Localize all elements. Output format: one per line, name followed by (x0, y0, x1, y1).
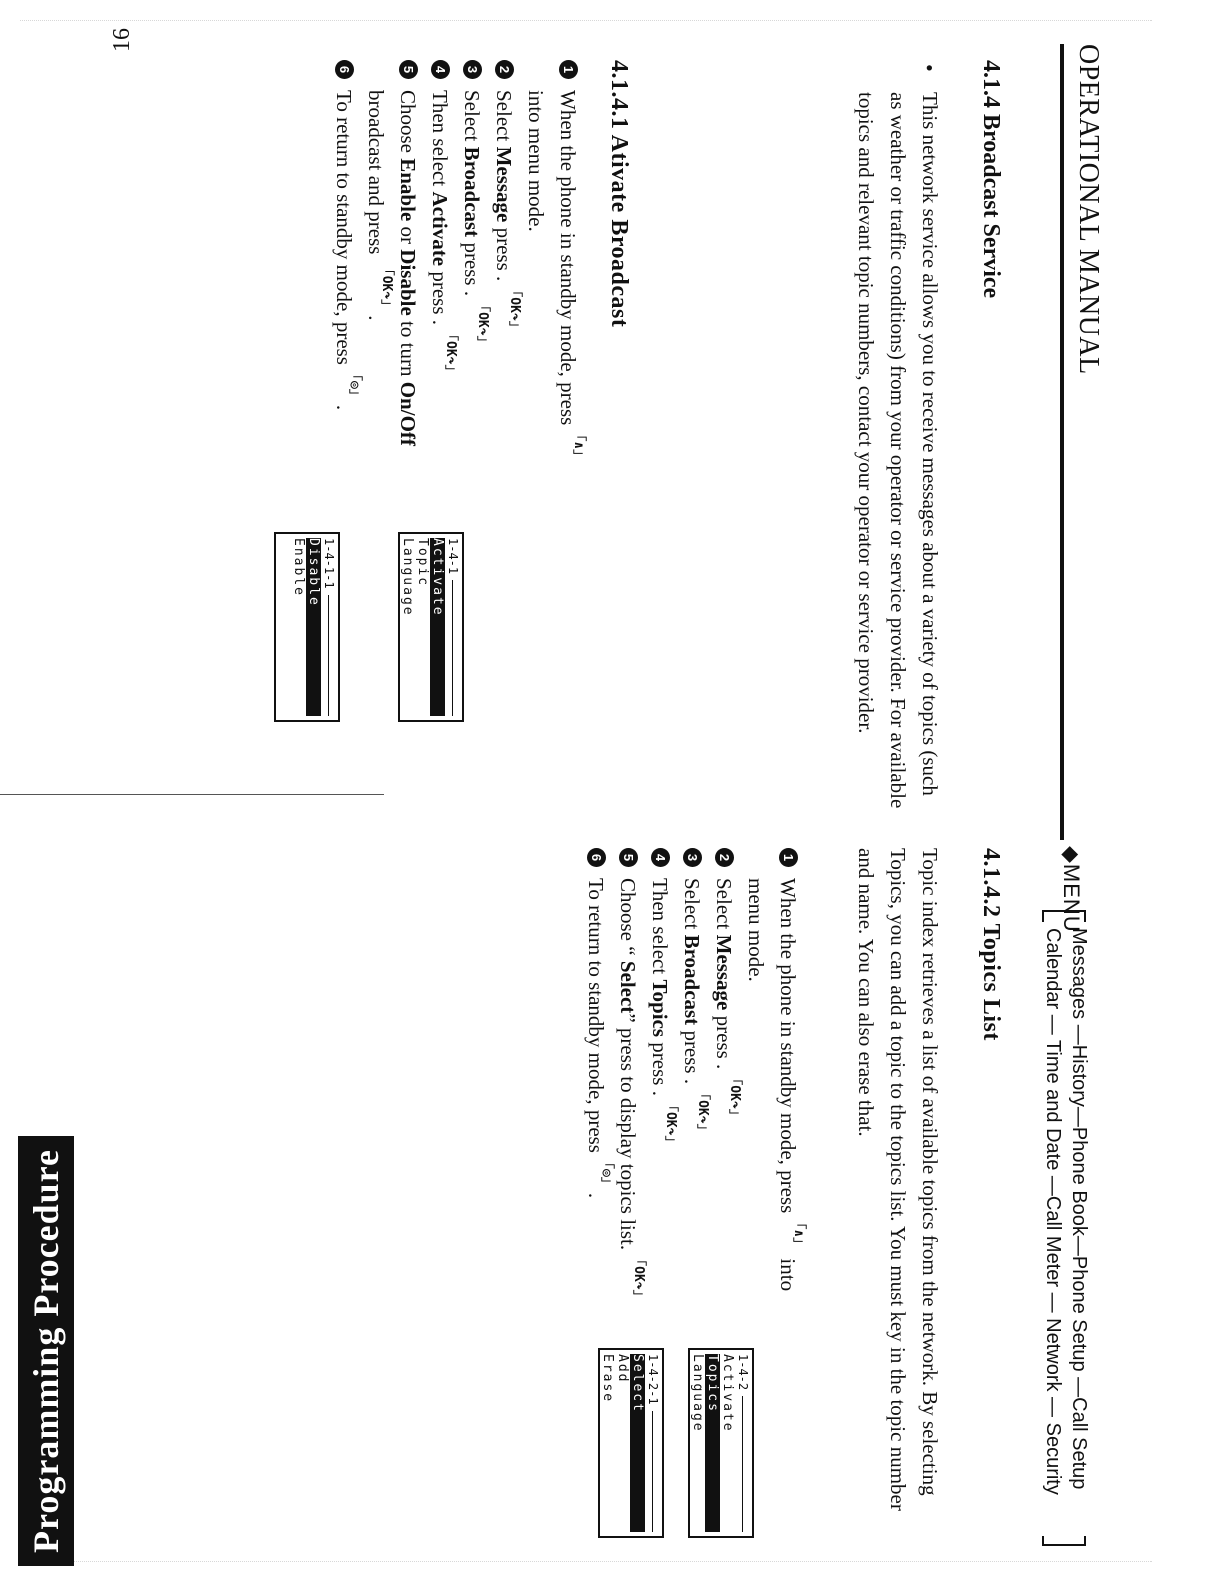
lcd-screen-1-4-2-1 (598, 1348, 664, 1538)
step-number-icon: 2 (715, 848, 734, 867)
key-icon: 「OK↷」 (507, 284, 522, 334)
step-text: press (492, 222, 516, 277)
step-text: . (460, 290, 484, 297)
lcd-menu-code: 1-4-1 (446, 538, 460, 575)
lcd-rule (742, 1396, 743, 1532)
lcd-screen-1-4-2 (688, 1348, 754, 1538)
step-number-icon: 3 (463, 60, 482, 79)
step-keyword: Broadcast (680, 934, 704, 1026)
step-text: to turn (396, 315, 420, 382)
manual-title: OPERATIONAL MANUAL (1073, 44, 1104, 375)
key-icon: 「OK↷」 (443, 328, 458, 378)
step-text: To return to standby mode, press (332, 90, 356, 365)
step-keyword: On/Off (396, 381, 420, 446)
step-item (520, 60, 584, 500)
steps-topics-list (580, 848, 804, 1318)
step-text: To return to standby mode, press (584, 878, 608, 1153)
lcd-row: Add (615, 1354, 630, 1384)
key-icon: 「∧」 (791, 1216, 806, 1251)
step-text: . (648, 1090, 672, 1096)
step-text: ” press (616, 1013, 640, 1077)
section-banner: Programming Procedure (18, 1136, 74, 1566)
lcd-row-selected: Activate (430, 538, 445, 716)
menu-bracket-end (1042, 1536, 1086, 1546)
step-number-icon: 6 (587, 848, 606, 867)
lcd-screen-1-4-1 (398, 532, 464, 722)
lcd-menu-code: 1-4-2-1 (646, 1354, 660, 1405)
step-text: Select (712, 878, 736, 935)
lcd-row: Activate (720, 1354, 735, 1433)
key-icon: 「OK↷」 (475, 299, 490, 349)
step-keyword: Disable (396, 249, 420, 316)
title-rule (1060, 44, 1064, 840)
step-text: . (428, 319, 452, 326)
key-icon: 「OK↷」 (727, 1072, 742, 1122)
lcd-menu-code: 1-4-1-1 (322, 538, 336, 589)
step-text: press (428, 266, 452, 320)
step-text: press (460, 237, 484, 291)
step-text: or (396, 221, 420, 250)
step-number-icon: 5 (619, 848, 638, 867)
lcd-menu-code: 1-4-2 (736, 1354, 750, 1391)
step-text: When the phone in standby mode, press (556, 90, 580, 426)
lcd-row-selected: Disable (306, 538, 321, 716)
step-keyword: Message (492, 146, 516, 223)
step-text: into menu mode. (744, 878, 800, 1292)
step-text: . (492, 276, 516, 282)
step-item (456, 60, 488, 500)
key-icon: 「OK↷」 (379, 262, 394, 313)
step-keyword: Message (712, 934, 736, 1011)
step-number-icon: 2 (495, 60, 514, 79)
step-number-icon: 1 (559, 60, 578, 79)
step-keyword: Select (616, 960, 640, 1014)
step-text: . (680, 1078, 704, 1085)
step-keyword: Enable (396, 158, 420, 222)
step-item (740, 848, 804, 1318)
lcd-row: Language (690, 1354, 705, 1433)
heading-4-1-4: 4.1.4 Broadcast Service (978, 60, 1004, 299)
lcd-row-selected: Select (630, 1354, 645, 1532)
step-text: Choose (396, 90, 420, 159)
lcd-rule (452, 580, 453, 716)
step-keyword: Topics (648, 979, 672, 1038)
lcd-row: Erase (600, 1354, 615, 1404)
step-item (328, 60, 360, 500)
lcd-screen-1-4-1-1 (274, 532, 340, 722)
step-text: into menu mode. (524, 90, 548, 232)
step-item (580, 848, 612, 1318)
lcd-row: Enable (291, 538, 306, 597)
step-item (424, 60, 456, 500)
lcd-header (321, 538, 336, 716)
step-text: Select (492, 90, 516, 147)
step-number-icon: 4 (651, 848, 670, 867)
step-text: . (712, 1064, 736, 1070)
steps-activate-broadcast (328, 60, 584, 500)
step-text: . (584, 1192, 608, 1199)
key-icon: 「◎」 (599, 1155, 614, 1190)
lcd-header (735, 1354, 750, 1532)
lcd-rule (652, 1411, 653, 1532)
column-divider (0, 794, 384, 795)
step-text: Then select (648, 878, 672, 980)
lcd-row: Topic (415, 538, 430, 588)
lcd-row-selected: Topics (705, 1354, 720, 1532)
menu-bracket (1042, 910, 1086, 922)
step-item (644, 848, 676, 1318)
lcd-rule (328, 595, 329, 716)
step-number-icon: 3 (683, 848, 702, 867)
step-text: Select (680, 878, 704, 935)
broadcast-description: This network service allows you to receive messages about a variety of topics (such as weather or traffic conditions) from your operator or service provider. For available topics and relevant topic numbers, contact your operator or service provider. (854, 92, 942, 809)
key-icon: 「OK↷」 (695, 1087, 710, 1137)
step-item (488, 60, 520, 500)
key-icon: 「∧」 (571, 428, 586, 463)
heading-4-1-4-2: 4.1.4.2 Topics List (978, 848, 1004, 1041)
step-text: . (364, 315, 388, 321)
step-item (360, 60, 424, 500)
step-text: to display topics list. (616, 1076, 640, 1251)
step-keyword: Activate (428, 191, 452, 267)
step-number-icon: 6 (335, 60, 354, 79)
step-number-icon: 4 (431, 60, 450, 79)
lcd-header (645, 1354, 660, 1532)
step-text: broadcast and press (364, 90, 388, 260)
menu-map-row-2: Calendar — Time and Date —Call Meter — Network — Security (1042, 928, 1064, 1495)
step-text: press (648, 1037, 672, 1091)
menu-map-row-1: Messages —History—Phone Book—Phone Setup —Call Setup (1068, 928, 1090, 1490)
bullet: • (917, 64, 942, 72)
key-icon: 「◎」 (347, 367, 362, 402)
step-item (676, 848, 708, 1318)
lcd-row: Language (400, 538, 415, 617)
step-text: Then select (428, 90, 452, 192)
step-text: Select (460, 90, 484, 147)
step-item (612, 848, 644, 1318)
key-icon: 「OK↷」 (663, 1098, 678, 1149)
step-text: Choose “ (616, 878, 640, 961)
step-text: . (332, 404, 356, 411)
page-number: 16 (109, 28, 135, 52)
step-item (708, 848, 740, 1318)
key-icon: 「OK↷」 (631, 1253, 646, 1303)
menu-label: ◆MENU (1059, 846, 1084, 933)
step-number-icon: 1 (779, 848, 798, 867)
step-text: press (712, 1010, 736, 1065)
lcd-header (445, 538, 460, 716)
step-keyword: Broadcast (460, 146, 484, 238)
step-number-icon: 5 (399, 60, 418, 79)
topics-description: Topic index retrieves a list of available topics from the network. By selecting Topics, you can add a topic to the topics list. You must key in the topic number and name. You can also erase that. (854, 848, 942, 1511)
step-text: When the phone in standby mode, press (776, 878, 800, 1214)
heading-4-1-4-1: 4.1.4.1 Ativate Broadcast (606, 60, 632, 328)
step-text: press (680, 1025, 704, 1079)
